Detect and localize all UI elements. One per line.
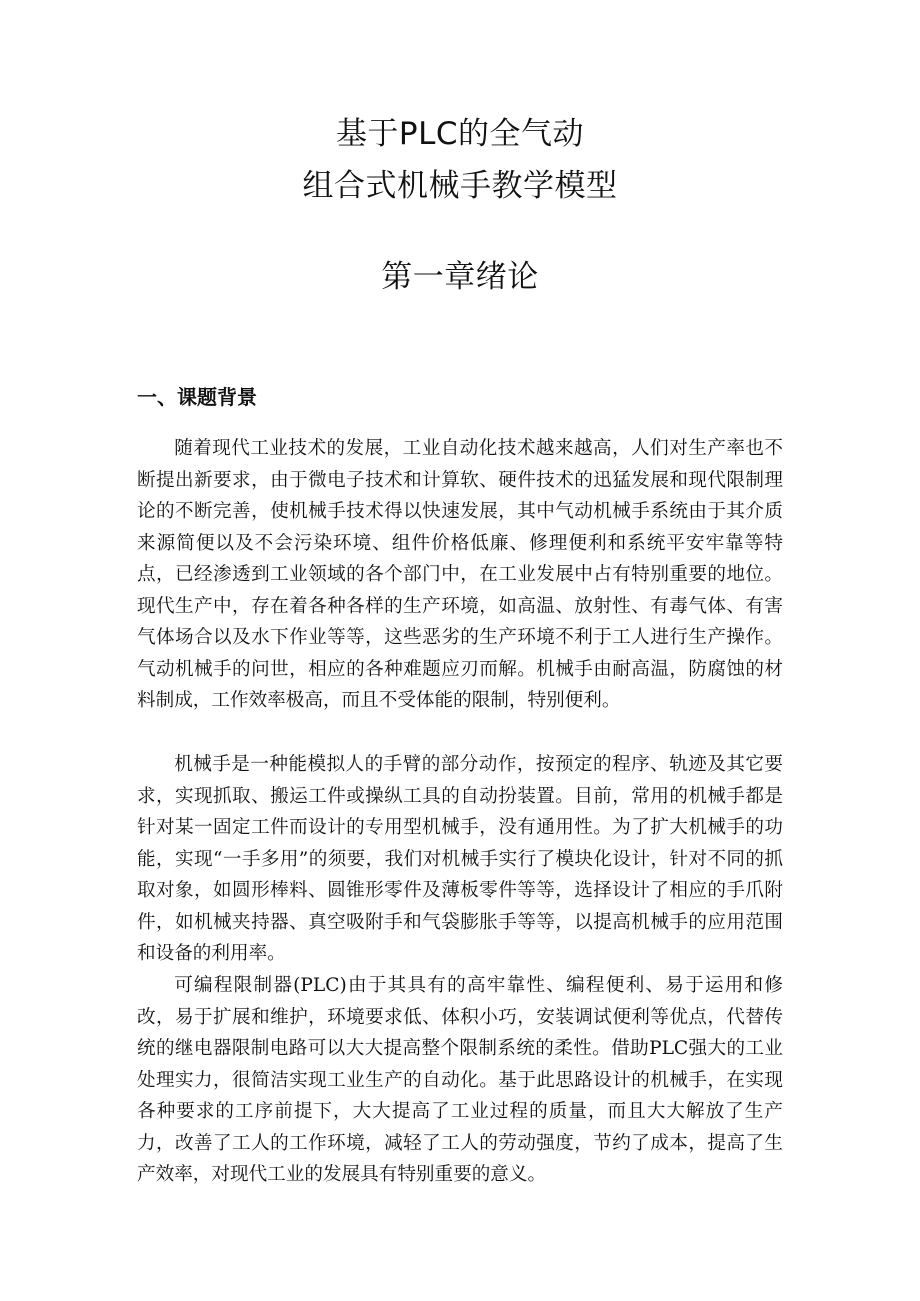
body-paragraph: 随着现代工业技术的发展，工业自动化技术越来越高，人们对生产率也不断提出新要求，由于微电子技术和计算软、硬件技术的迅猛发展和现代限制理论的不断完善，使机械手技术得以快速发展，其中气动机械手系统由于其介质来源简便以及不会污染环境、组件价格低廉、修理便利和系统平安牢靠等特点，已经渗透到工业领域的各个部门中，在工业发展中占有特别重要的地位。现代生产中，存在着各种各样的生产环境，如高温、放射性、有毒气体、有害气体场合以及水下作业等等，这些恶劣的生产环境不利于工人进行生产操作。气动机械手的问世，相应的各种难题应刃而解。机械手由耐高温，防腐蚀的材料制成，工作效率极高，而且不受体能的限制，特别便利。 [137, 438, 783, 711]
body-paragraph: 机械手是一种能模拟人的手臂的部分动作，按预定的程序、轨迹及其它要求，实现抓取、搬运工件或操纵工具的自动扮装置。目前，常用的机械手都是针对某一固定工件而设计的专用型机械手，没有通用性。为了扩大机械手的功能，实现“一手多用”的须要，我们对机械手实行了模块化设计，针对不同的抓取对象，如圆形棒料、圆锥形零件及薄板零件等等，选择设计了相应的手爪附件，如机械夹持器、真空吸附手和气袋膨胀手等等，以提高机械手的应用范围和设备的利用率。 [137, 754, 783, 964]
body-paragraph: 可编程限制器(PLC)由于其具有的高牢靠性、编程便利、易于运用和修改，易于扩展和维护，环境要求低、体积小巧，安装调试便利等优点，代替传统的继电器限制电路可以大大提高整个限制系统的柔性。借助PLC强大的工业处理实力，很简洁实现工业生产的自动化。基于此思路设计的机械手，在实现各种要求的工序前提下，大大提高了工业过程的质量，而且大大解放了生产力，改善了工人的工作环境，减轻了工人的劳动强度，节约了成本，提高了生产效率，对现代工业的发展具有特别重要的意义。 [137, 975, 783, 1185]
section-heading: 一、课题背景 [137, 385, 257, 409]
document-title-line-1: 基于PLC的全气动 [335, 116, 585, 152]
chapter-title: 第一章绪论 [381, 259, 539, 295]
document-title-line-2: 组合式机械手教学模型 [302, 168, 618, 204]
